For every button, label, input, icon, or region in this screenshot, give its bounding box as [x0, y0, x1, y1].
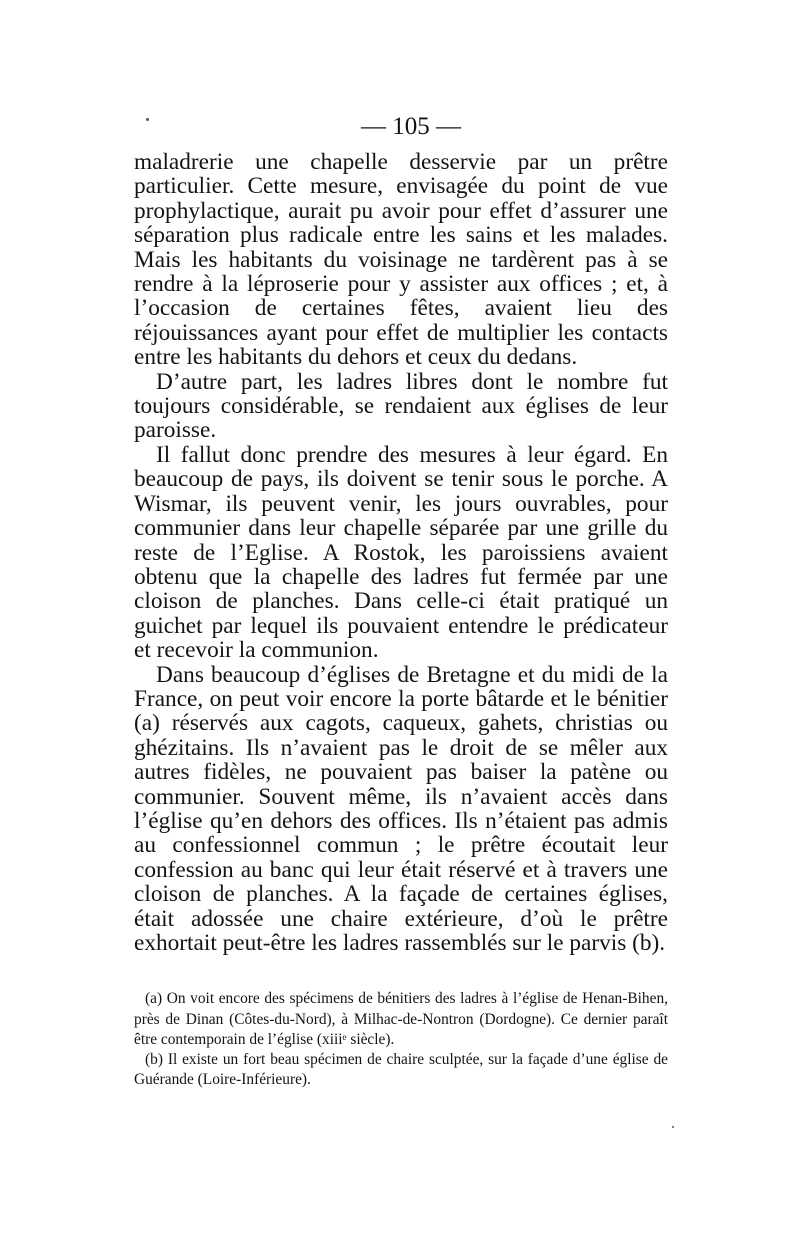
paragraph: maladrerie une chapelle desservie par un prêtre particulier. Cette mesure, envisagée du point de vue prophylactique, aurait pu avoir pour effet d’assurer une séparation plus radicale entre les sains et les malades. Mais les habitants du voisinage ne tardèrent pas à se rendre à la léproserie pour y assister aux offices ; et, à l’occasion de certaines fêtes, avaient lieu des réjouissances ayant pour effet de multiplier les contacts entre les habitants du dehors et ceux du dedans. [134, 149, 668, 371]
footnote: (a) On voit encore des spécimens de bénitiers des ladres à l’église de Henan-Bihen, près de Dinan (Côtes-du-Nord), à Milhac-de-Nontron (Dordogne). Ce dernier paraît être contemporain de l’église (xiiiᵉ siècle). [134, 990, 668, 1048]
footnote: (b) Il existe un fort beau spécimen de chaire sculptée, sur la façade d’une église de Guérande (Loire-Inférieure). [134, 1051, 668, 1089]
paper-speck [672, 1126, 674, 1128]
paragraph: D’autre part, les ladres libres dont le nombre fut toujours considérable, se rendaient aux églises de leur paroisse. [134, 368, 668, 444]
book-page [134, 112, 668, 1090]
paragraph: Il fallut donc prendre des mesures à leur égard. En beaucoup de pays, ils doivent se tenir sous le porche. A Wismar, ils peuvent venir, les jours ouvrables, pour communier dans leur chapelle séparée par une grille du reste de l’Eglise. A Rostok, les paroissiens avaient obtenu que la chapelle des ladres fut fermée par une cloison de planches. Dans celle-ci était pratiqué un guichet par lequel ils pouvaient entendre le prédicateur et recevoir la communion. [134, 441, 668, 664]
page-number: — 105 — [361, 113, 461, 140]
paragraph: Dans beaucoup d’églises de Bretagne et du midi de la France, on peut voir encore la porte bâtarde et le bénitier (a) réservés aux cagots, caqueux, gahets, christias ou ghézitains. Ils n’avaient pas le droit de se mêler aux autres fidèles, ne pouvaient pas baiser la patène ou communier. Souvent même, ils n’avaient accès dans l’église qu’en dehors des offices. Ils n’étaient pas admis au confessionnel commun ; le prêtre écoutait leur confession au banc qui leur était réservé et à travers une cloison de planches. A la façade de certaines églises, était adossée une chaire extérieure, d’où le prêtre exhortait peut-être les ladres rassemblés sur le parvis (b). [134, 661, 668, 956]
footnotes [134, 989, 668, 1090]
main-text [134, 150, 668, 955]
